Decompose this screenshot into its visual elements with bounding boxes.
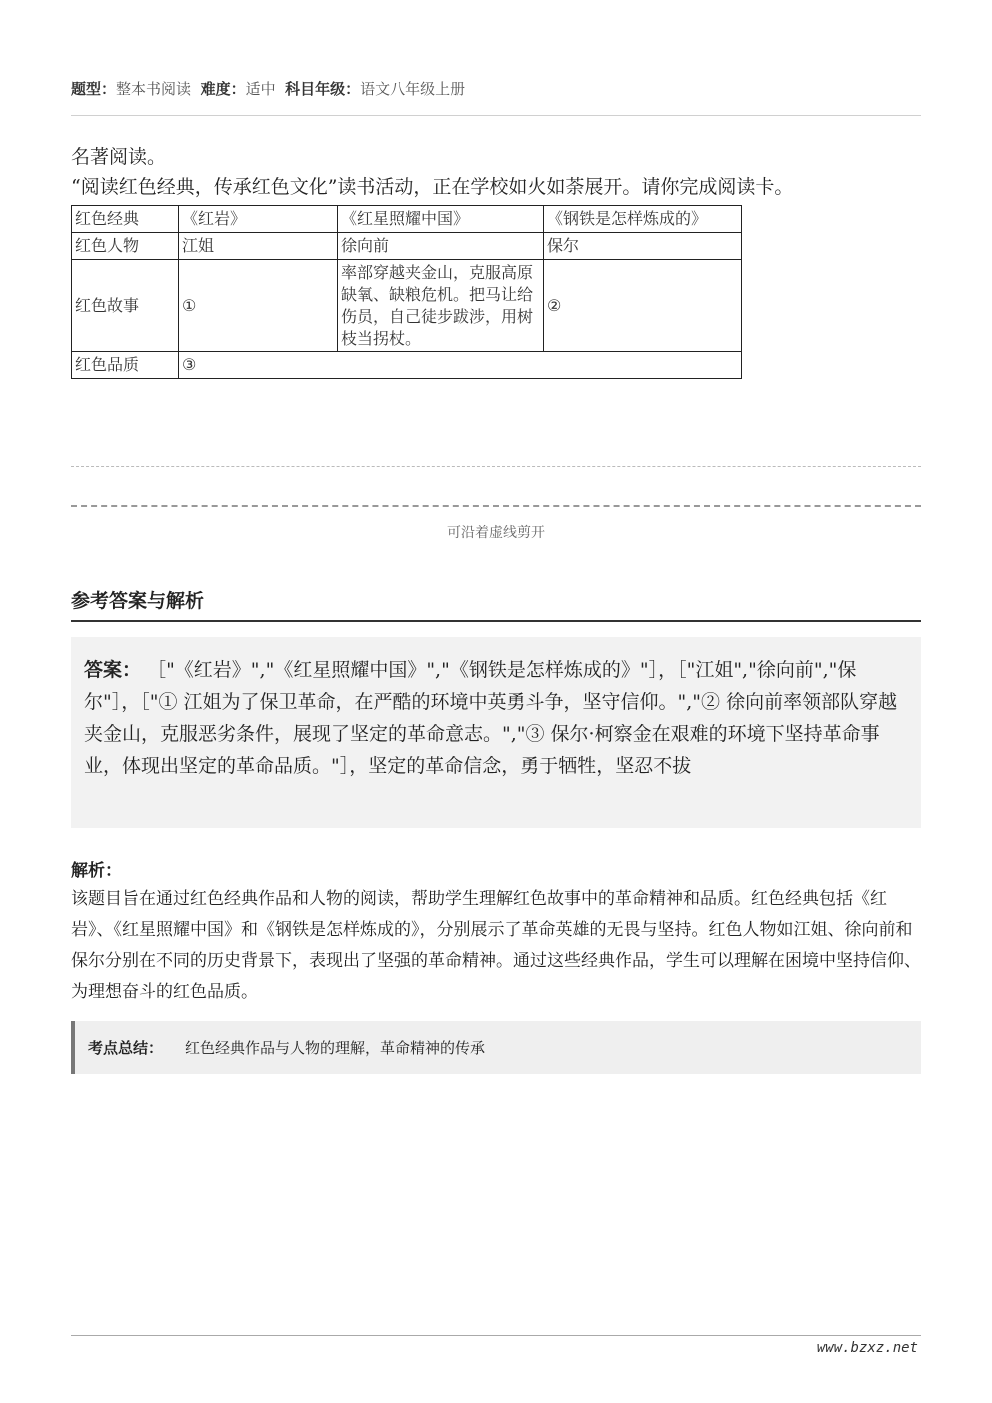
type-value: 整本书阅读 [116,80,192,98]
question-meta [71,78,921,99]
answer-box [71,637,921,828]
difficulty-value: 适中 [245,80,276,98]
table-cell: 率部穿越夹金山，克服高原缺氧、缺粮危机。把马让给伤员，自己徒步跋涉，用树枝当拐杖。 [338,260,544,352]
table-row [72,260,742,352]
row-header: 红色经典 [72,206,179,233]
table-cell: 《红岩》 [179,206,338,233]
table-cell: 《钢铁是怎样炼成的》 [544,206,742,233]
table-cell: ③ [179,352,742,379]
question-line-1: 名著阅读。 [71,146,167,168]
table-row [72,233,742,260]
answer-section-title: 参考答案与解析 [71,590,205,612]
question-stem [71,142,931,202]
answer-label: 答案： [84,659,142,681]
table-cell: 保尔 [544,233,742,260]
subject-label: 科目年级： [285,80,361,98]
table-row [72,206,742,233]
cut-line [71,505,921,507]
row-header: 红色人物 [72,233,179,260]
analysis-label: 解析： [71,861,122,881]
footer-site: www.bzxz.net [816,1340,918,1356]
key-points-text: 红色经典作品与人物的理解，革命精神的传承 [185,1039,486,1057]
subject-value: 语文八年级上册 [360,80,466,98]
cut-note: 可沿着虚线剪开 [447,525,545,541]
key-points-box [71,1021,921,1074]
answer-divider [71,620,921,622]
table-cell: ① [179,260,338,352]
difficulty-label: 难度： [200,80,246,98]
table-cell: ② [544,260,742,352]
type-label: 题型： [71,80,117,98]
table-row [72,352,742,379]
analysis-text: 该题目旨在通过红色经典作品和人物的阅读，帮助学生理解红色故事中的革命精神和品质。红色经典包括《红岩》、《红星照耀中国》和《钢铁是怎样炼成的》，分别展示了革命英雄的无畏与坚持。红色人物如江姐、徐向前和保尔分别在不同的历史背景下，表现出了坚强的革命精神。通过这些经典作品，学生可以理解在困境中坚持信仰、为理想奋斗的红色品质。 [71,889,921,1002]
table-cell: 《红星照耀中国》 [338,206,544,233]
reading-card-table [71,205,742,379]
table-cell: 徐向前 [338,233,544,260]
meta-divider [71,115,921,116]
row-header: 红色故事 [72,260,179,352]
question-line-2: “阅读红色经典，传承红色文化”读书活动，正在学校如火如荼展开。请你完成阅读卡。 [71,176,794,198]
footer-divider [71,1335,921,1336]
cut-line-light [71,466,921,467]
row-header: 红色品质 [72,352,179,379]
answer-text: ［"《红岩》","《红星照耀中国》","《钢铁是怎样炼成的》"］，［"江姐","徐向前","保尔"］，［"① 江姐为了保卫革命，在严酷的环境中英勇斗争，坚守信仰。","② 徐向前率领部队穿越夹金山，克服恶劣条件，展现了坚定的革命意志。","③ 保尔·柯察金在艰难的环境下坚持革命事业，体现出坚定的革命品质。"］，坚定的革命信念，勇于牺牲，坚忍不拔 [84,659,898,777]
key-points-label: 考点总结： [88,1039,164,1057]
table-cell: 江姐 [179,233,338,260]
